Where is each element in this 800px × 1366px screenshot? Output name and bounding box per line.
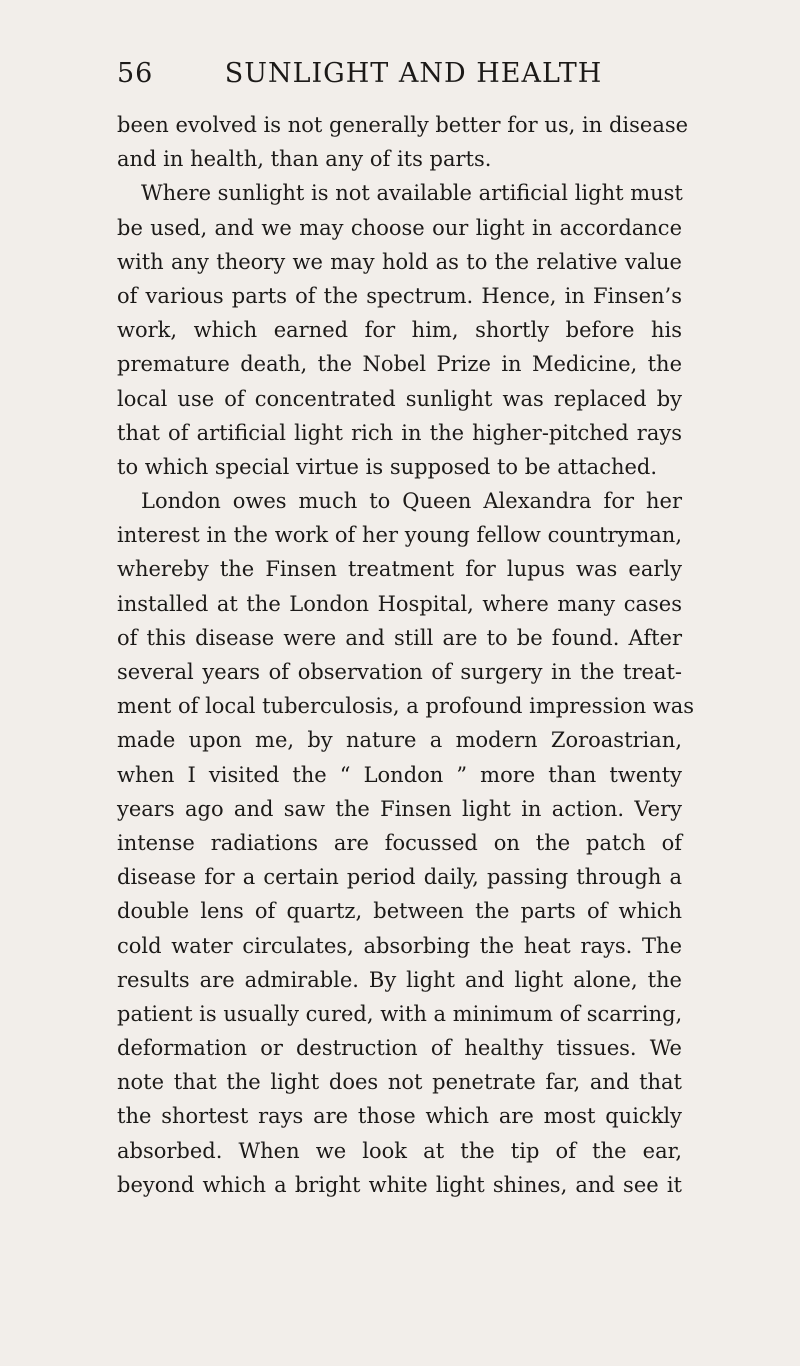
text-line: years ago and saw the Finsen light in action. Very <box>117 796 682 821</box>
text-line: work, which earned for him, shortly before his <box>117 318 682 343</box>
text-line: patient is usually cured, with a minimum of scarring, <box>117 1001 683 1026</box>
text-line: installed at the London Hospital, where many cases <box>117 591 682 616</box>
text-line: been evolved is not generally better for us, in disease <box>117 113 689 137</box>
text-line: whereby the Finsen treatment for lupus was early <box>117 557 682 582</box>
text-line: deformation or destruction of healthy tissues. We <box>117 1036 682 1061</box>
text-line: double lens of quartz, between the parts of which <box>117 899 682 924</box>
text-line: disease for a certain period daily, passing through a <box>117 865 682 890</box>
text-line: interest in the work of her young fellow countryman, <box>117 523 682 548</box>
text-line: beyond which a bright white light shines, and see it <box>117 1172 682 1197</box>
text-line: note that the light does not penetrate far, and that <box>117 1070 682 1095</box>
text-line: to which special virtue is supposed to be attached. <box>117 454 658 479</box>
body-text <box>117 108 695 1202</box>
text-line: intense radiations are focussed on the patch of <box>117 830 682 855</box>
text-line: premature death, the Nobel Prize in Medicine, the <box>117 352 682 377</box>
text-line: absorbed. When we look at the tip of the ear, <box>117 1138 682 1163</box>
text-line: cold water circulates, absorbing the heat rays. The <box>117 933 682 958</box>
text-line: made upon me, by nature a modern Zoroastrian, <box>117 728 682 753</box>
text-line: several years of observation of surgery in the treat- <box>117 660 682 684</box>
page-number: 56 <box>117 58 154 89</box>
text-line: be used, and we may choose our light in accordance <box>117 215 682 240</box>
text-line: London owes much to Queen Alexandra for her <box>141 489 682 514</box>
text-line: ment of local tuberculosis, a profound impression was <box>117 694 695 719</box>
text-line: Where sunlight is not available artificial light must <box>141 181 683 206</box>
running-head <box>117 58 682 98</box>
text-line: that of artificial light rich in the higher-pitched rays <box>117 420 682 445</box>
text-line: of this disease were and still are to be found. After <box>117 625 682 650</box>
running-title: SUNLIGHT AND HEALTH <box>224 58 603 89</box>
text-line: with any theory we may hold as to the relative value <box>117 249 682 274</box>
text-line: and in health, than any of its parts. <box>117 147 492 172</box>
text-line: the shortest rays are those which are most quickly <box>117 1104 682 1129</box>
text-line: when I visited the “ London ” more than twenty <box>117 762 682 787</box>
text-line: of various parts of the spectrum. Hence, in Finsen’s <box>117 283 682 308</box>
text-line: results are admirable. By light and light alone, the <box>117 967 682 992</box>
text-line: local use of concentrated sunlight was replaced by <box>117 386 682 411</box>
